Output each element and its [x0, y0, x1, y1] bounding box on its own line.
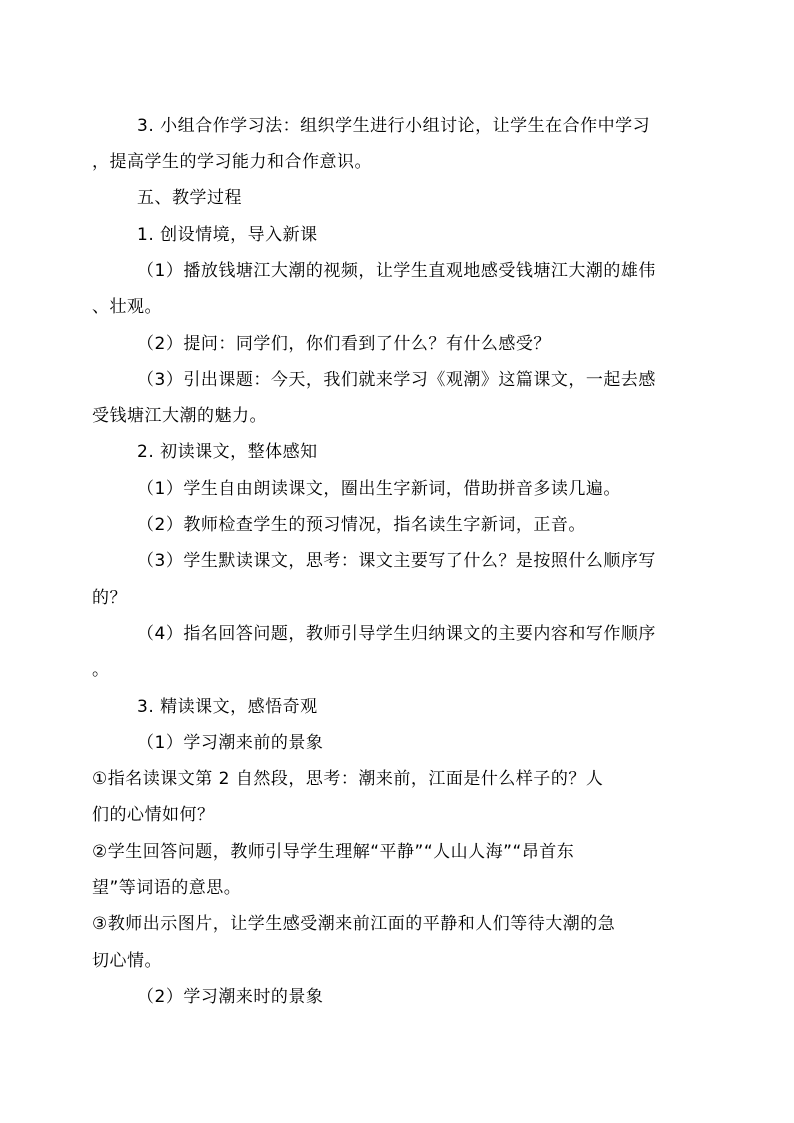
paragraph-line: ②学生回答问题，教师引导学生理解“平静”“人山人海”“昂首东: [92, 842, 575, 862]
paragraph-line: 的？: [92, 588, 127, 608]
paragraph-line: （3）学生默读课文，思考：课文主要写了什么？是按照什么顺序写: [137, 551, 656, 571]
paragraph-line: ，提高学生的学习能力和合作意识。: [92, 152, 372, 172]
paragraph-line: （4）指名回答问题，教师引导学生归纳课文的主要内容和写作顺序: [137, 624, 656, 644]
paragraph-line: 受钱塘江大潮的魅力。: [92, 406, 267, 426]
paragraph-line: ①指名读课文第 2 自然段，思考：潮来前，江面是什么样子的？人: [92, 769, 604, 789]
paragraph-line: 3. 小组合作学习法：组织学生进行小组讨论，让学生在合作中学习: [137, 116, 651, 136]
paragraph-line: 。: [92, 660, 110, 680]
paragraph-line: 望”等词语的意思。: [92, 878, 242, 898]
subsection-heading: 2. 初读课文，整体感知: [137, 442, 318, 462]
paragraph-line: （2）提问：同学们，你们看到了什么？有什么感受？: [137, 334, 551, 354]
paragraph-line: （2）教师检查学生的预习情况，指名读生字新词，正音。: [137, 515, 586, 535]
paragraph-line: 切心情。: [92, 951, 162, 971]
paragraph-line: 们的心情如何？: [92, 805, 215, 825]
section-heading: 五、教学过程: [137, 188, 242, 208]
subsection-heading: 3. 精读课文，感悟奇观: [137, 697, 318, 717]
paragraph-line: （3）引出课题：今天，我们就来学习《观潮》这篇课文，一起去感: [137, 370, 656, 390]
paragraph-line: ③教师出示图片，让学生感受潮来前江面的平静和人们等待大潮的急: [92, 914, 616, 934]
paragraph-line: （2）学习潮来时的景象: [137, 987, 324, 1007]
paragraph-line: 、壮观。: [92, 297, 162, 317]
subsection-heading: 1. 创设情境，导入新课: [137, 225, 318, 245]
paragraph-line: （1）播放钱塘江大潮的视频，让学生直观地感受钱塘江大潮的雄伟: [137, 261, 656, 281]
paragraph-line: （1）学习潮来前的景象: [137, 733, 324, 753]
paragraph-line: （1）学生自由朗读课文，圈出生字新词，借助拼音多读几遍。: [137, 479, 621, 499]
